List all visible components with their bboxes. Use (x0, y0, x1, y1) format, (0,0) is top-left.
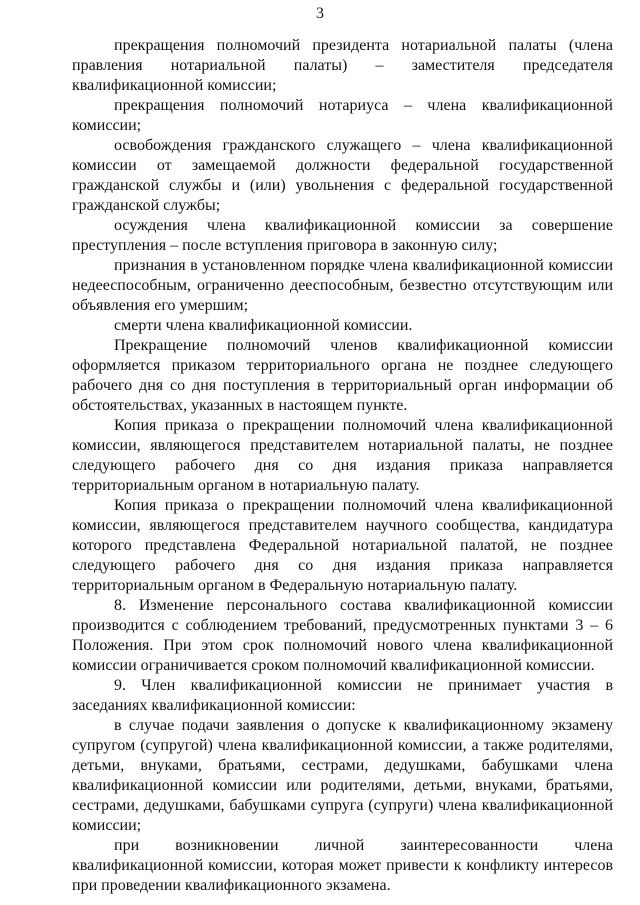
paragraph: Копия приказа о прекращении полномочий члена квалификационной комиссии, являющегося представителем научного сообщества, кандидатура которого представлена Федеральной нотариальной палатой, не позднее следующего рабочего дня со дня издания приказа направляется территориальным органом в Федеральную нотариальную палату. (72, 497, 613, 594)
paragraph: прекращения полномочий президента нотариальной палаты (члена правления нотариальной палаты) – заместителя председателя квалификационной комиссии; (72, 37, 613, 94)
page-number: 3 (316, 5, 324, 22)
paragraph-item-8: 8. Изменение персонального состава квалификационной комиссии производится с соблюдением требований, предусмотренных пунктами 3 – 6 Положения. При этом срок полномочий нового члена квалификационной комиссии ограничивается сроком полномочий квалификационной комиссии. (72, 597, 613, 674)
paragraph: Прекращение полномочий членов квалификационной комиссии оформляется приказом территориального органа не позднее следующего рабочего дня со дня поступления в территориальный орган информации об обстоятельствах, указанных в настоящем пункте. (72, 337, 613, 414)
paragraph: освобождения гражданского служащего – члена квалификационной комиссии от замещаемой должности федеральной государственной гражданской службы и (или) увольнения с федеральной государственной гражданской службы; (72, 137, 613, 214)
paragraph: при возникновении личной заинтересованности члена квалификационной комиссии, которая может привести к конфликту интересов при проведении квалификационного экзамена. (72, 837, 613, 894)
paragraph: признания в установленном порядке члена квалификационной комиссии недееспособным, ограниченно дееспособным, безвестно отсутствующим или объявления его умершим; (72, 257, 613, 314)
paragraph-item-9: 9. Член квалификационной комиссии не принимает участия в заседаниях квалификационной комиссии: (72, 677, 613, 714)
paragraph: смерти члена квалификационной комиссии. (114, 317, 413, 334)
document-body (72, 36, 613, 896)
paragraph: осуждения члена квалификационной комиссии за совершение преступления – после вступления приговора в законную силу; (72, 217, 613, 254)
paragraph: Копия приказа о прекращении полномочий члена квалификационной комиссии, являющегося представителем нотариальной палаты, не позднее следующего рабочего дня со дня издания приказа направляется территориальным органом в нотариальную палату. (72, 417, 613, 494)
paragraph: в случае подачи заявления о допуске к квалификационному экзамену супругом (супругой) члена квалификационной комиссии, а также родителями, детьми, внуками, братьями, сестрами, дедушками, бабушками члена квалификационной комиссии или родителями, детьми, внуками, братьями, сестрами, дедушками, бабушками супруга (супруги) члена квалификационной комиссии; (72, 717, 613, 834)
paragraph: прекращения полномочий нотариуса – члена квалификационной комиссии; (72, 97, 613, 134)
